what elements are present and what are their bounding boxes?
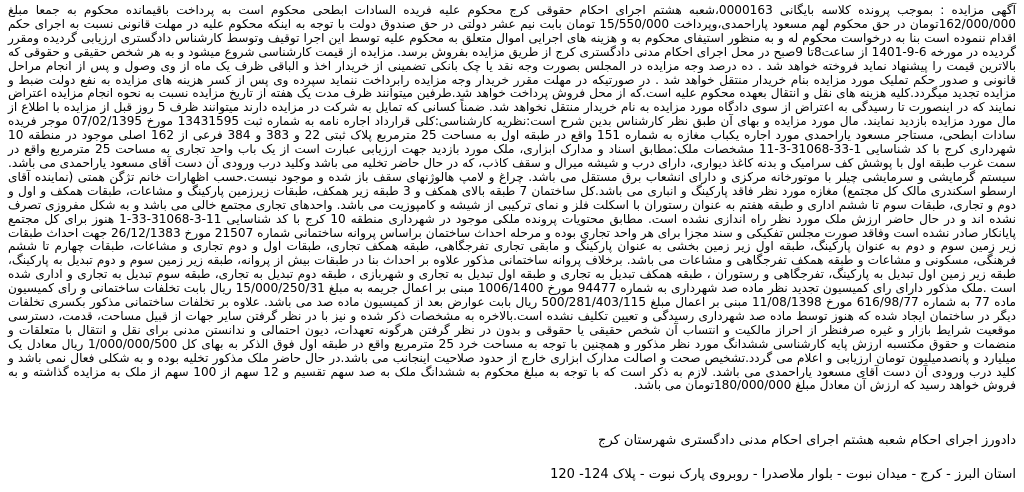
notice-body-text: آگهی مزایده : بموجب پرونده کلاسه بایگانی 0000163،شعبه هشتم اجرای احکام حقوقی کرج محکوم علیه فریده السادات ابطحی محکوم است به پرداخت باقیمانده محکوم به جمعا مبلغ 162/000/000تومان در حق محکوم لهم مسعود پاراحمدی،وپرداخت 15/550/000 تومان بابت نیم عشر دولتی در حق صندوق دولت با توجه به اینکه محکوم علیه در مهلت قانونی نسبت به اجرای حکم اقدام ننموده است بنا به درخواست محکوم له و به منظور استیفای محکوم به و هزینه های اجرایی اموال متعلق به محکوم علیه توسط این اجرا توقیف وتوسط کارشناس دادگستری ارزیابی گردیده ومقرر گردیده در مورخه 6-9-1401 از ساعت8تا 9صبح در محل اجرای احکام مدنی دادگستری کرج از طریق مزایده بفروش برسد. مزایده از قیمت کارشناسی شروع میشود و به هر شخص حقیقی و حقوقی که بالاترین قیمت را پیشنهاد نماید فروخته خواهد شد . ده درصد وجه مزایده در المجلس بصورت وجه نقد یا چک بانکی تضمینی از خریدار اخذ و الباقی ظرف یک ماه از وی وصول و پس از انجام مراحل قانونی و صدور حکم تملیک مورد مزایده بنام خریدار منتقل خواهد شد . در صورتیکه در مهلت مقرر خریدار وجه مزایده رابرداخت ننماید سپرده وی پس از کسر هزینه های مزایده به نفع دولت ضبط و مزایده تجدید میگردد.کلیه هزینه های نقل و انتقال بعهده محکوم علیه است.که از محل فروش پرداخت خواهد شد.طرفین میتوانند ظرف مدت یک هفته از تاریخ مزایده نسبت به نحوه انجام مزایده اعتراض نمایند که در اینصورت تا رسیدگی به اعتراض از سوی دادگاه مورد مزایده به نام خریدار منتقل نخواهد شد. ضمناً کسانی که تمایل به شرکت در مزایده دارند میتوانند ظرف 5 روز قبل از مزایده با اطلاع از مال مورد مزایده بازدید نمایند. مال مورد مزایده و بهای آن طبق نظر کارشناس بدین شرح است:نظریه کارشناسی:کلی قرارداد اجاره نامه به شماره ثبت 13431595 مورخ 07/02/1395 موجر فریده سادات ابطحی، مستاجر مسعود یاراحمدی مورد اجاره یکباب مغازه به شماره 151 واقع در طبقه اول به مساحت 25 مترمربع پلاک ثبتی 22 و 383 و 384 فرعی از 162 اصلی موجود در منطقه 10 شهرداری کرج با کد شناسایی 1-33-31068-3-11 مشخصات ملک:مطابق اسناد و مدارک ابزاری، ملک مورد بازدید جهت ارزیابی عبارت است از یک باب واحد تجاری به مساحت 25 مترمربع واقع در سمت غرب طبقه اول با پوشش کف سرامیک و بدنه کاغذ دیواری، دارای درب و شیشه میرال و سقف کاذب، که در حال حاضر تخلیه می باشد وکلید درب ورودی آن دست آقای مسعود یاراحمدی می باشد. سیستم گرمایشی و سرمایشی چیلر با موتورخانه مرکزی و دارای انشعاب برق مستقل می باشد. چراغ و لامپ هالوژنهای سقف باز شده و موجود نیست.حسب اظهارات خانم تژگن همتی (نماینده آقای ارسطو اسکندری مالک کل مجتمع) مغازه مورد نظر فاقد پارکینگ و انباری می باشد.کل ساختمان 7 طبقه بالای همکف و 3 طبقه زیر همکف، طبقات زیرزمین پارکینگ و مشاعات، طبقات همکف و اول و دوم و تجاری، طبقات سوم تا ششم اداری و طبقه هفتم به عنوان رستوران با اسکلت فلز و نمای ترکیبی از شیشه و کامپوزیت می باشد. واحدهای تجاری مجتمع خالی می باشد و به شکل مفروزی تصرف نشده اند و در حال حاضر ارزش ملک مورد نظر راه اندازی نشده است. مطابق محتویات پرونده ملکی موجود در شهرداری منطقه 10 کرج با کد شناسایی 11-3-31068-33-1 هنوز برای کل مجتمع پایانکار صادر نشده است وفاقد صورت مجلس تفکیکی و سند مجزا برای هر واحد تجاری بوده و مرحله احداث ساختمان براساس پروانه ساختمانی شماره 21507 مورخ 26/12/1383 جهت احداث طبقات زیر زمین سوم و دوم به عنوان پارکینگ، طبقه اول زیر زمین بخشی به عنوان پارکینگ و مابقی تجاری تفرجگاهی، طبقه همکف تجاری، طبقات اول و دوم تجاری و مشاعات، طبقات چهارم تا ششم فرهنگی، مسکونی و مشاعات و طبقه همکف تفرجگاهی و مشاعات می باشد. برخلاف پروانه ساختمانی مذکور علاوه بر احداث بنا در طبقات بیش از پروانه، طبقه زیر زمین سوم و دوم تبدیل به پارکینگ، طبقه زیر زمین اول تبدیل به پارکینگ، تفرجگاهی و رستوران ، طبقه همکف تبدیل به تجاری و طبقه اول تبدیل به تجاری و شهربازی ، طبقه دوم تبدیل به تجاری، طبقه سوم تبدیل به تجاری و اداری شده است .ملک مذکور دارای رای کمیسیون تجدید نظر ماده صد شهرداری به شماره 94477 مورخ 1006/1400 مبنی بر اعمال جریمه به مبلغ 15/000/250/31 ریال بابت تخلفات ساختمانی و رای کمیسیون ماده 77 به شماره 616/98/77 مورخ 11/08/1398 مبنی بر اعمال مبلغ 500/281/403/115 ریال بابت عوارض بعد از کمیسیون ماده صد می باشد. علاوه بر تخلفات ساختمانی مذکور بکسری تخلفات دیگر در ساختمان ایجاد شده که هنوز توسط ماده صد شهرداری رسیدگی و تعیین تکلیف نشده است.بالاخره به مشخصات ذکر شده و نیز با در نظر گرفتن سایر جهات از قبیل مساحت، قدمت، دسترسی موقعیت شرایط بازار و غیره صرفنظر از احراز مالکیت و انتساب آن شخص حقیقی یا حقوقی و بدون در نظر گرفتن هرگونه تعهدات، دیون احتمالی و ندانستن مدنی برای نقل و انتقال با متعلقات و منضمات و حقوق مکتسبه ارزش پایه کارشناسی ششدانگ مورد نظر مذکور و همچنین با توجه به مساحت خرد 25 مترمربع واقع در طبقه اول فوق الذکر به بهای کل 1/000/000/500 ریال معادل یک میلیارد و پانصدمیلیون تومان ارزیابی و اعلام می گردد.تشخیص صحت و اصالت مدارک ابزاری خارج از حدود صلاحیت اینجانب می باشد.در حال حاضر ملک مذکور تخلیه بوده و به شکلی فعال نمی باشد و کلید درب ورودی آن دست آقای مسعود یاراحمدی می باشد. لازم به ذکر است که با توجه به مبلغ محکوم به ششدانگ ملک به صد سهم تقسیم و 12 سهم از 100 سهم از ملک به مزایده گذاشته و به فروش خواهد رسید که ارزش آن معادل مبلغ 180/000/000تومان می باشد. [8,3,1017,393]
signature-line: دادورز اجرای احکام شعبه هشتم اجرای احکام مدنی دادگستری شهرستان کرج [598,433,1016,448]
address-line: استان البرز - کرج - میدان نبوت - بلوار ملاصدرا - روبروی پارک نبوت - پلاک 124- 120 [550,467,1016,482]
auction-notice [8,4,1016,488]
